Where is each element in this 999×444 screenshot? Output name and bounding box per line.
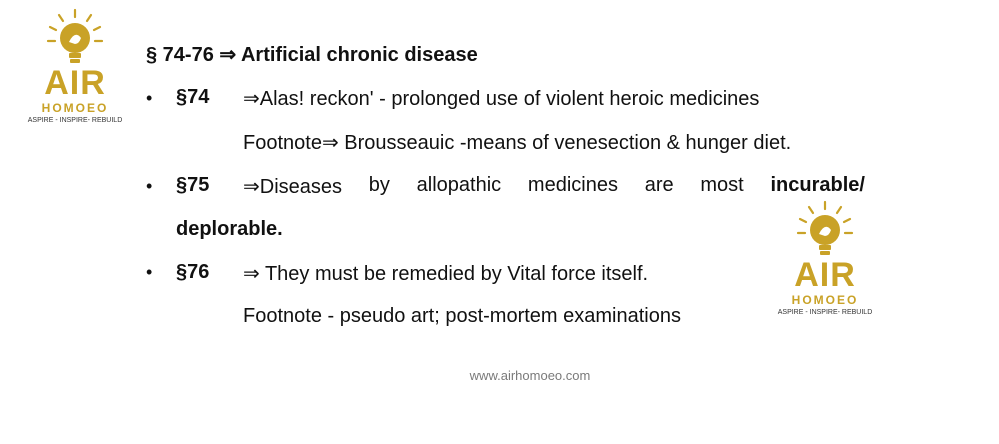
bulb-head-icon	[795, 200, 855, 258]
brand-logo	[22, 8, 128, 124]
section-text-continuation: deplorable.	[176, 218, 283, 240]
section-number: §75	[176, 174, 210, 196]
word: most	[700, 174, 744, 196]
section-text: ⇒Alas! reckon' - prolonged use of violent heroic medicines	[243, 88, 760, 110]
word: ⇒Diseases	[243, 176, 343, 198]
footnote-text: Footnote - pseudo art; post-mortem examinations	[243, 305, 681, 327]
logo-tagline: ASPIRE - INSPIRE- REBUILD	[27, 117, 123, 124]
bullet-marker: •	[146, 262, 153, 282]
website-url: www.airhomoeo.com	[469, 368, 591, 383]
section-number: §74	[176, 86, 210, 108]
logo-brand-text: AIR	[44, 64, 106, 102]
logo-tagline: ASPIRE - INSPIRE- REBUILD	[777, 309, 873, 316]
word: by	[368, 174, 390, 196]
slide-title: § 74-76 ⇒ Artificial chronic disease	[146, 44, 478, 66]
word: medicines	[527, 174, 618, 196]
section-number: §76	[176, 261, 210, 283]
bullet-marker: •	[146, 176, 153, 196]
bullet-marker: •	[146, 88, 153, 108]
brand-logo-secondary	[772, 200, 878, 316]
footnote-text: Footnote⇒ Brousseauic -means of venesection & hunger diet.	[243, 132, 792, 154]
word: are	[644, 174, 674, 196]
logo-brand-text: AIR	[794, 256, 856, 294]
logo-sub-text: HOMOEO	[41, 101, 109, 115]
emphasis-word: incurable/	[770, 174, 865, 196]
section-text-justified	[243, 174, 865, 199]
bulb-head-icon	[45, 8, 105, 66]
logo-sub-text: HOMOEO	[791, 293, 859, 307]
word: allopathic	[416, 174, 502, 196]
section-text: ⇒ They must be remedied by Vital force itself.	[243, 263, 649, 285]
